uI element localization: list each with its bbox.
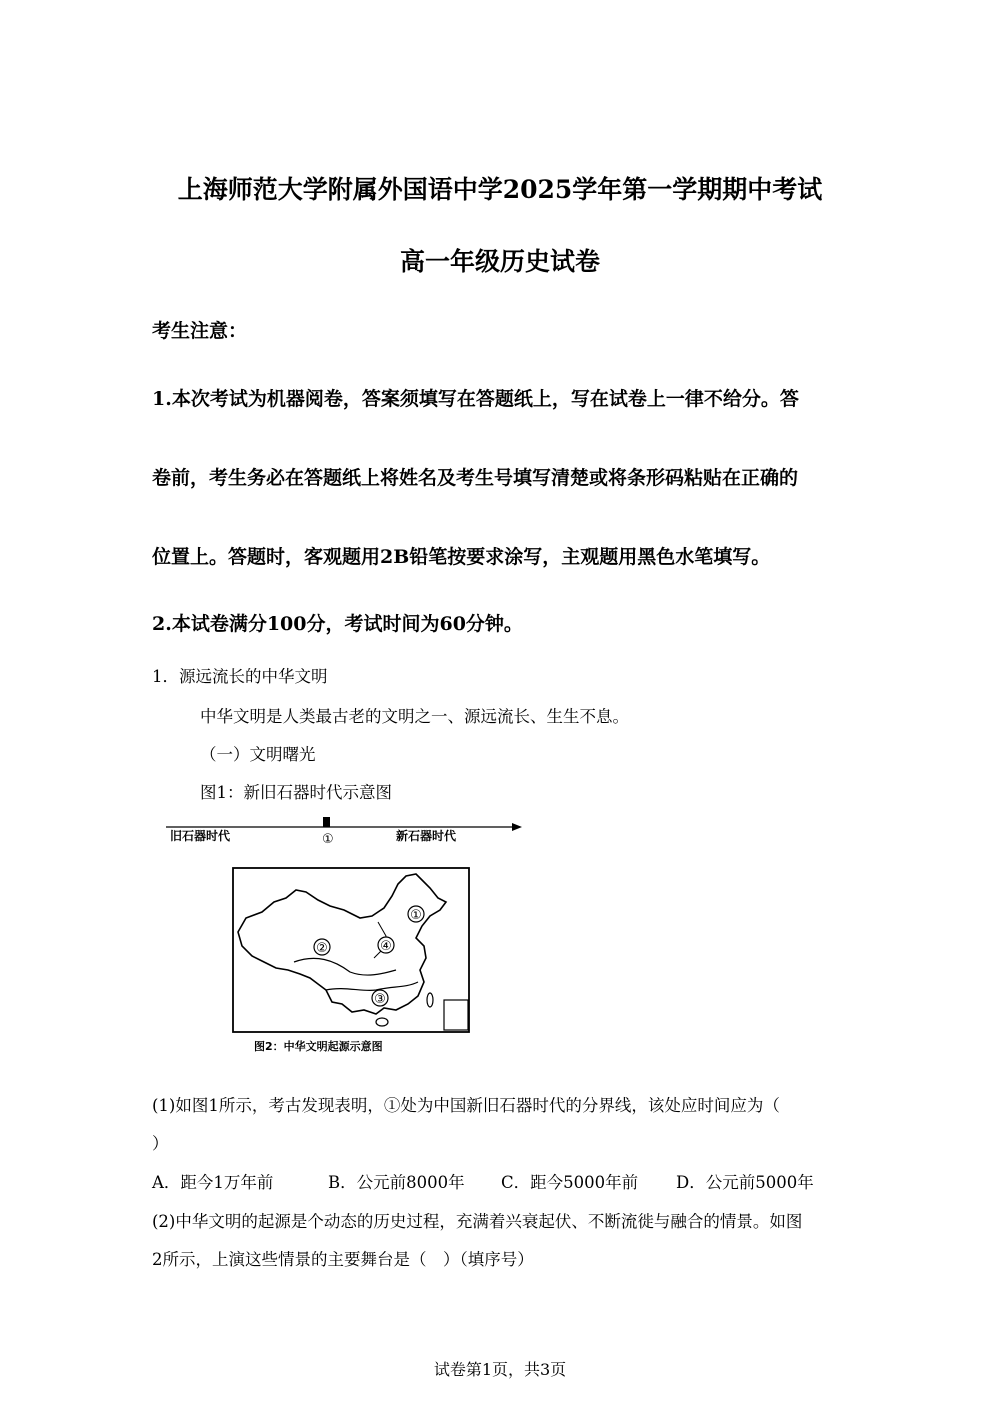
map-marker-1-label: ① [410, 908, 422, 923]
yellow-river [294, 958, 396, 975]
notice-heading: 考生注意： [152, 320, 248, 342]
arrow-head-icon [512, 823, 522, 831]
timeline-right-label: 新石器时代 [396, 829, 457, 843]
map-marker-3-label: ③ [374, 992, 386, 1007]
map-marker-4-label: ④ [380, 939, 392, 954]
yangtze-river [326, 982, 418, 990]
hainan-island [376, 1018, 388, 1026]
exam-title-line2: 高一年级历史试卷 [399, 247, 600, 276]
taiwan-island [427, 993, 433, 1007]
figure-1-caption: 图1：新旧石器时代示意图 [200, 783, 392, 802]
boundary-marker [323, 817, 330, 827]
exam-title-line1: 上海师范大学附属外国语中学2025学年第一学期期中考试 [177, 175, 823, 204]
sub-question-1-line1: (1)如图1所示，考古发现表明，①处为中国新旧石器时代的分界线，该处应时间应为（ [152, 1096, 780, 1115]
sub-question-1-line2: ） [152, 1134, 169, 1153]
section-heading: （一）文明曙光 [200, 745, 316, 764]
option-a: A．距今1万年前 [152, 1173, 274, 1192]
option-b: B．公元前8000年 [328, 1173, 465, 1192]
timeline-figure [160, 812, 530, 848]
south-sea-inset [444, 1000, 468, 1030]
option-c: C．距今5000年前 [501, 1173, 639, 1192]
question-1-intro: 中华文明是人类最古老的文明之一、源远流长、生生不息。 [200, 707, 629, 726]
sub-question-2-line1: (2)中华文明的起源是个动态的历史过程，充满着兴衰起伏、不断流徙与融合的情景。如图 [152, 1212, 803, 1231]
china-map-figure [226, 862, 476, 1058]
notice-line-1: 1.本次考试为机器阅卷，答案须填写在答题纸上，写在试卷上一律不给分。答 [152, 388, 799, 410]
map-marker-2-label: ② [316, 941, 328, 956]
map-caption: 图2：中华文明起源示意图 [254, 1040, 383, 1053]
sub-question-2-line2: 2所示，上演这些情景的主要舞台是（ ）（填序号） [152, 1250, 534, 1269]
notice-line-2: 卷前，考生务必在答题纸上将姓名及考生号填写清楚或将条形码粘贴在正确的 [152, 467, 799, 489]
page-footer: 试卷第1页，共3页 [433, 1360, 567, 1379]
option-d: D．公元前5000年 [676, 1173, 814, 1192]
notice-line-4: 2.本试卷满分100分，考试时间为60分钟。 [152, 613, 523, 635]
timeline-marker-label: ① [322, 832, 334, 847]
question-1-title: 1．源远流长的中华文明 [152, 667, 328, 686]
china-outline [238, 874, 446, 1014]
notice-line-3: 位置上。答题时，客观题用2B铅笔按要求涂写，主观题用黑色水笔填写。 [152, 546, 771, 568]
timeline-left-label: 旧石器时代 [170, 829, 231, 843]
